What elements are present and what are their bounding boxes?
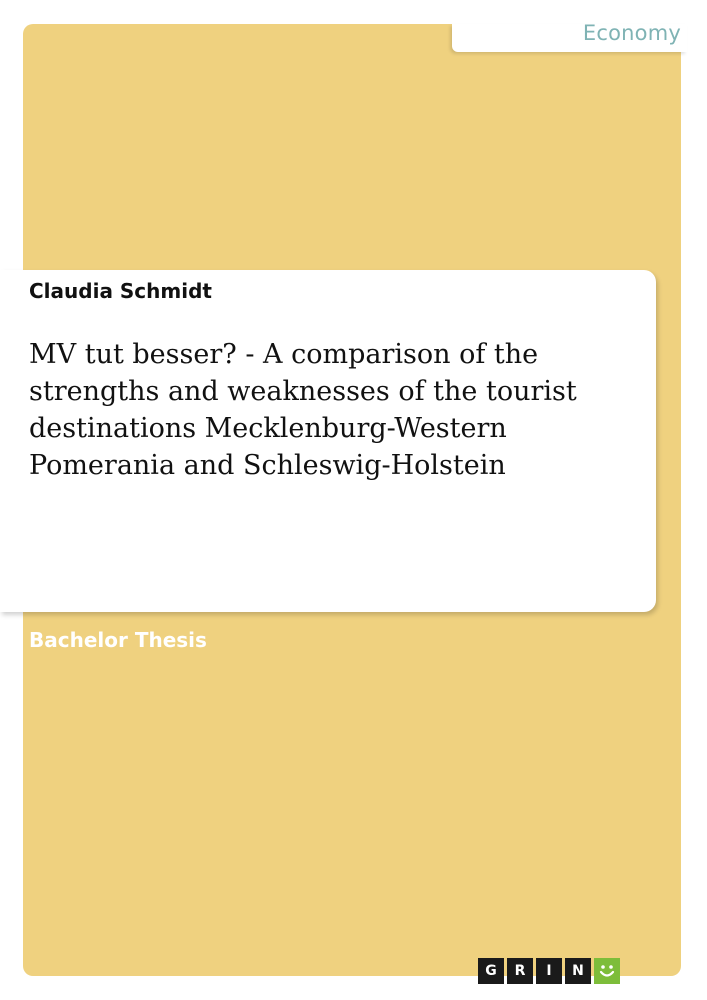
title-line: MV tut besser? - A comparison of the	[29, 339, 539, 370]
category-label: Economy	[582, 21, 681, 45]
logo-letter-n: N	[565, 958, 591, 984]
document-type-label: Bachelor Thesis	[29, 628, 207, 652]
publisher-logo	[478, 958, 620, 984]
title-line: destinations Mecklenburg-Western	[29, 413, 507, 444]
title-line: Pomerania and Schleswig-Holstein	[29, 450, 506, 481]
book-title	[29, 336, 629, 484]
logo-letter-r: R	[507, 958, 533, 984]
logo-letter-i: I	[536, 958, 562, 984]
author-name: Claudia Schmidt	[29, 279, 212, 303]
logo-letter-g: G	[478, 958, 504, 984]
title-line: strengths and weaknesses of the tourist	[29, 376, 577, 407]
smiley-icon	[594, 958, 620, 984]
